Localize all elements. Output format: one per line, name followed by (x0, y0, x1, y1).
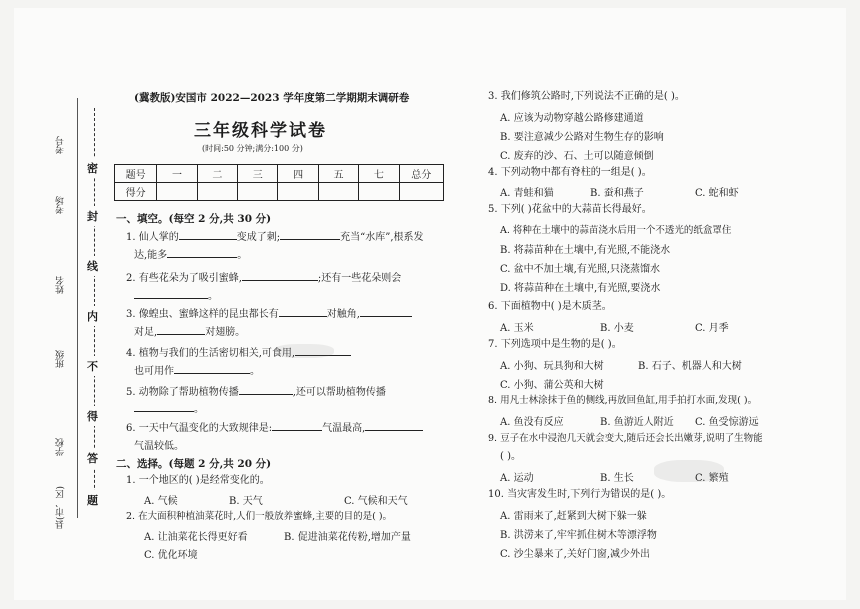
exam-paper (14, 8, 846, 600)
option-a[interactable]: A. 玉米 (500, 323, 534, 334)
question-text (134, 248, 247, 262)
seal-char: 封 (87, 206, 98, 226)
field-name-label: 姓名 (56, 276, 66, 294)
field-county-label: 县(市、区) (56, 486, 66, 530)
option-c[interactable]: C. 沙尘暴来了,关好门窗,减少外出 (500, 549, 651, 560)
question-part: 。 (208, 291, 218, 302)
field-exam-room-label: 考场 (56, 196, 66, 214)
question-part: 。 (250, 366, 260, 377)
option-d[interactable]: D. 将蒜苗种在土壤中,有光照,要浇水 (500, 283, 661, 294)
question-part: 也可用作 (134, 366, 174, 377)
score-cell[interactable] (318, 183, 358, 201)
question-part: 变成了刺; (236, 232, 281, 243)
table-cell: 三 (238, 165, 278, 183)
option-c[interactable]: C. 废弃的沙、石、土可以随意倾倒 (500, 151, 654, 162)
answer-blank[interactable] (134, 402, 194, 412)
seal-char: 得 (87, 406, 98, 426)
question-text (134, 402, 204, 416)
question-text (126, 307, 412, 321)
option-b[interactable]: B. 石子、机器人和大树 (638, 361, 742, 372)
question-part: 充当“水库”,根系发 (340, 232, 424, 243)
table-cell: 七 (359, 165, 399, 183)
answer-blank[interactable] (239, 385, 293, 395)
answer-blank[interactable] (279, 307, 327, 317)
answer-blank[interactable] (360, 307, 412, 317)
option-c[interactable]: C. 繁殖 (695, 473, 729, 484)
seal-char: 密 (87, 158, 98, 178)
option-a[interactable]: A. 让油菜花长得更好看 (144, 532, 248, 543)
question-text: 3. 我们修筑公路时,下列说法不正确的是( )。 (488, 91, 685, 102)
option-b[interactable]: B. 洪涝来了,牢牢抓住树木等漂浮物 (500, 530, 657, 541)
question-text: 8. 用凡士林涂抹于鱼的侧线,再放回鱼缸,用手拍打水面,发现( )。 (488, 395, 758, 406)
score-table (114, 164, 444, 201)
option-a[interactable]: A. 小狗、玩具狗和大树 (500, 361, 604, 372)
option-b[interactable]: B. 蚕和燕子 (590, 188, 644, 199)
exam-name: (冀教版)安国市 2022—2023 学年度第二学期期末调研卷 (134, 92, 410, 104)
answer-blank[interactable] (174, 364, 250, 374)
question-part: 对触角, (326, 309, 360, 320)
field-school-label: 学校 (56, 438, 66, 456)
question-text: ( )。 (500, 451, 521, 462)
option-a[interactable]: A. 应该为动物穿越公路修建通道 (500, 113, 644, 124)
question-text: 7. 下列选项中是生物的是( )。 (488, 339, 622, 350)
table-cell: 四 (278, 165, 318, 183)
question-part: 达,能多 (134, 250, 168, 261)
question-part: 对足, (134, 327, 158, 338)
option-c[interactable]: C. 月季 (695, 323, 729, 334)
answer-blank[interactable] (272, 421, 322, 431)
question-part: ,还可以帮助植物传播 (292, 387, 386, 398)
score-table-score-row (115, 183, 444, 201)
seal-char: 答 (87, 448, 98, 468)
answer-blank[interactable] (167, 248, 237, 258)
option-a[interactable]: A. 鱼没有反应 (500, 417, 564, 428)
option-b[interactable]: B. 小麦 (600, 323, 634, 334)
question-text: 9. 豆子在水中浸泡几天就会变大,随后还会长出嫩芽,说明了生物能 (488, 433, 763, 444)
question-text: 6. 下面植物中( )是木质茎。 (488, 301, 612, 312)
table-cell: 得分 (115, 183, 157, 201)
question-part: ;还有一些花朵则会 (317, 273, 402, 284)
table-cell: 题号 (115, 165, 157, 183)
section-heading: 一、填空。(每空 2 分,共 30 分) (116, 213, 272, 225)
question-text: 2. 在大面积种植油菜花时,人们一般放养蜜蜂,主要的目的是( )。 (126, 511, 393, 522)
option-b[interactable]: B. 将蒜苗种在土壤中,有光照,不能浇水 (500, 245, 671, 256)
score-cell[interactable] (238, 183, 278, 201)
binding-strip (14, 8, 114, 600)
option-a[interactable]: A. 青蛙和猫 (500, 188, 554, 199)
question-part: 气温最高, (322, 423, 366, 434)
question-text (126, 385, 386, 399)
option-a[interactable]: A. 运动 (500, 473, 534, 484)
field-class-label: 班级 (56, 350, 66, 368)
table-cell: 二 (197, 165, 237, 183)
option-c[interactable]: C. 鱼受惊游远 (695, 417, 759, 428)
option-c[interactable]: C. 蛇和虾 (695, 188, 739, 199)
option-b[interactable]: B. 促进油菜花传粉,增加产量 (284, 532, 411, 543)
option-c[interactable]: C. 小狗、蒲公英和大树 (500, 380, 604, 391)
field-exam-number-label: 考号 (56, 136, 66, 154)
question-part: 。 (237, 250, 248, 261)
question-text (134, 289, 218, 303)
seal-char: 不 (87, 356, 98, 376)
answer-blank[interactable] (242, 271, 318, 281)
question-text (126, 230, 424, 244)
score-cell[interactable] (399, 183, 443, 201)
section-heading: 二、选择。(每题 2 分,共 20 分) (116, 458, 272, 470)
answer-blank[interactable] (157, 325, 205, 335)
question-text (134, 364, 260, 378)
answer-blank[interactable] (179, 230, 237, 240)
table-cell: 总分 (399, 165, 443, 183)
question-part: 1. 仙人掌的 (126, 232, 179, 243)
option-b[interactable]: B. 天气 (229, 496, 263, 507)
table-cell: 一 (157, 165, 197, 183)
field-vertical-line (77, 98, 78, 518)
question-text: 10. 当灾害发生时,下列行为错误的是( )。 (488, 489, 672, 500)
question-text: 5. 下列( )花盆中的大蒜苗长得最好。 (488, 204, 652, 215)
seal-char: 线 (87, 256, 98, 276)
question-text (134, 325, 245, 339)
question-part: 气温较低。 (134, 441, 184, 452)
answer-blank[interactable] (365, 421, 423, 431)
scan-smudge (274, 344, 334, 358)
option-c[interactable]: C. 优化环境 (144, 550, 198, 561)
seal-char: 题 (87, 490, 98, 510)
option-c[interactable]: C. 气候和天气 (344, 496, 408, 507)
question-text: 4. 下列动物中都有脊柱的一组是( )。 (488, 167, 652, 178)
score-cell[interactable] (359, 183, 399, 201)
question-part: 6. 一天中气温变化的大致规律是: (126, 423, 273, 434)
option-b[interactable]: B. 鱼游近人附近 (600, 417, 674, 428)
question-text (134, 440, 184, 453)
question-part: 3. 像蝗虫、蜜蜂这样的昆虫都长有 (126, 309, 279, 320)
question-text: 1. 一个地区的( )是经常变化的。 (126, 475, 270, 486)
question-part: 4. 植物与我们的生活密切相关,可食用, (126, 348, 296, 359)
question-part: 2. 有些花朵为了吸引蜜蜂, (126, 273, 242, 284)
seal-char: 内 (87, 306, 98, 326)
table-cell: 五 (318, 165, 358, 183)
question-text (126, 421, 423, 435)
question-text (126, 271, 401, 285)
option-a[interactable]: A. 雷雨来了,赶紧到大树下躲一躲 (500, 511, 647, 522)
question-part: 对翅膀。 (205, 327, 246, 338)
score-cell[interactable] (278, 183, 318, 201)
option-b[interactable]: B. 要注意减少公路对生物生存的影响 (500, 132, 664, 143)
score-table-header-row (115, 165, 444, 183)
option-a[interactable]: A. 将种在土壤中的蒜苗浇水后用一个不透光的纸盒罩住 (500, 225, 732, 236)
question-part: 。 (194, 404, 204, 415)
question-part: 5. 动物除了帮助植物传播 (126, 387, 239, 398)
scan-smudge (654, 460, 724, 482)
score-cell[interactable] (197, 183, 237, 201)
answer-blank[interactable] (134, 289, 208, 299)
option-b[interactable]: B. 生长 (600, 473, 634, 484)
answer-blank[interactable] (280, 230, 340, 240)
option-c[interactable]: C. 盆中不加土壤,有光照,只浇蒸馏水 (500, 264, 661, 275)
page-title: 三年级科学试卷 (194, 121, 327, 141)
exam-info: (时间:50 分钟;满分:100 分) (202, 144, 303, 153)
score-cell[interactable] (157, 183, 197, 201)
option-a[interactable]: A. 气候 (144, 496, 178, 507)
